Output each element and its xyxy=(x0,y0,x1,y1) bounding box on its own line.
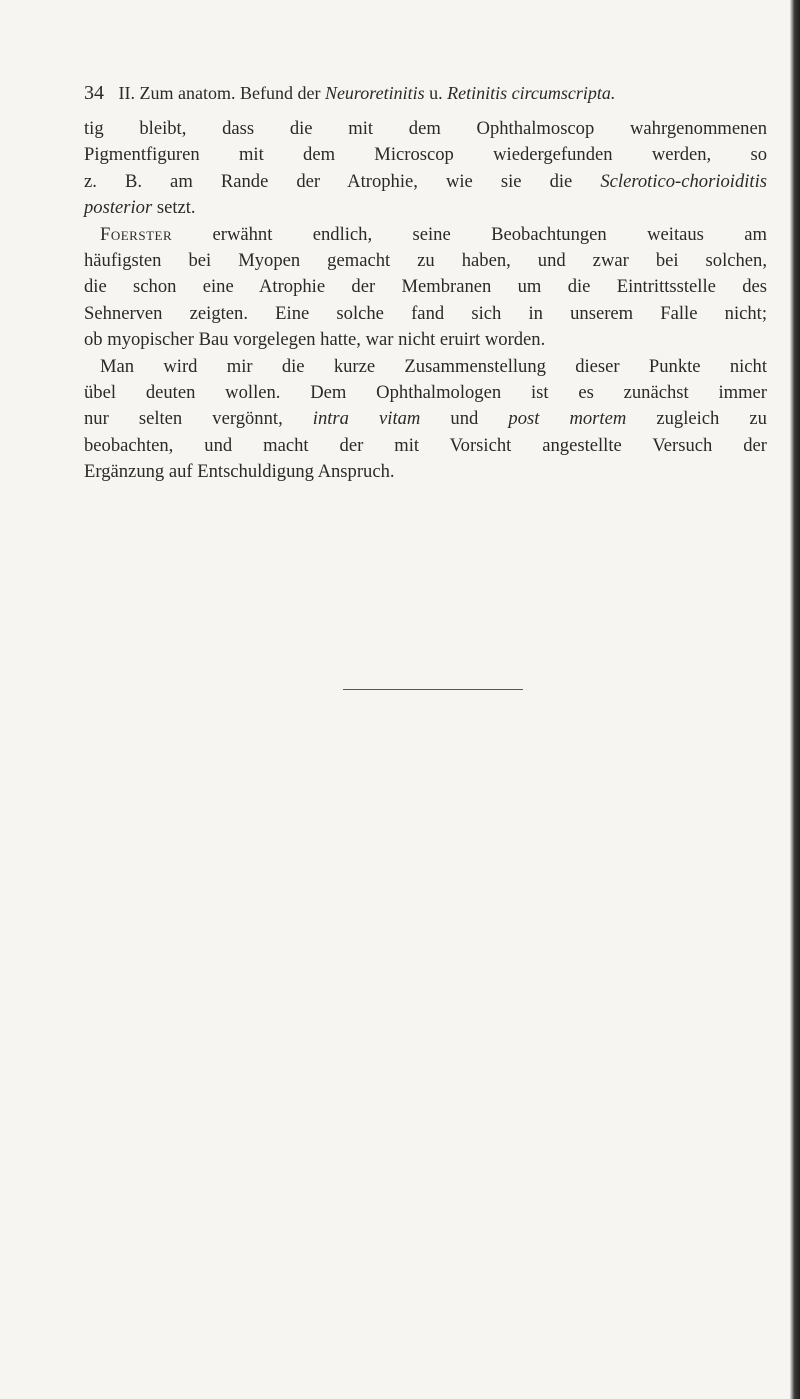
text-segment: erwähnt endlich, seine Beobachtungen weitaus am xyxy=(212,223,767,245)
section-divider xyxy=(343,689,523,690)
italic-term: post mortem xyxy=(508,408,627,430)
running-title-italic-2: Retinitis circumscripta. xyxy=(447,83,616,103)
text-segment: nur selten vergönnt, xyxy=(84,408,283,430)
italic-term: intra vitam xyxy=(312,408,421,430)
text-line xyxy=(84,222,767,248)
page-edge-shadow xyxy=(790,0,800,1399)
text-line xyxy=(84,406,767,432)
text-segment: z. B. am Rande der Atrophie, wie sie die xyxy=(84,170,573,192)
text-segment: zugleich zu xyxy=(656,408,767,430)
italic-term: posterior xyxy=(84,197,153,219)
text-line: tig bleibt, dass die mit dem Ophthalmoscop wahrgenommenen xyxy=(84,118,767,139)
text-segment: setzt. xyxy=(156,197,196,219)
text-line: beobachten, und macht der mit Vorsicht angestellte Versuch der xyxy=(84,434,767,456)
running-title-italic-1: Neuroretinitis xyxy=(324,83,425,103)
text-line: Ergänzung auf Entschuldigung Anspruch. xyxy=(84,461,395,483)
text-line xyxy=(84,195,767,221)
text-line: Sehnerven zeigten. Eine solche fand sich in unserem Falle nicht; xyxy=(84,302,767,324)
running-title-mid: u. xyxy=(429,83,443,103)
text-segment: und xyxy=(450,408,479,430)
text-line xyxy=(84,169,767,195)
text-line: Man wird mir die kurze Zusammenstellung dieser Punkte nicht xyxy=(100,355,767,377)
text-line: die schon eine Atrophie der Membranen um die Eintrittsstelle des xyxy=(84,276,767,298)
running-title-prefix: II. Zum anatom. Befund der xyxy=(118,83,321,103)
page-number: 34 xyxy=(84,82,104,104)
italic-term: Sclerotico-chorioiditis xyxy=(600,170,767,192)
author-name: Foerster xyxy=(100,223,173,245)
text-line: ob myopischer Bau vorgelegen hatte, war nicht eruirt worden. xyxy=(84,329,546,351)
text-line: Pigmentfiguren mit dem Microscop wiedergefunden werden, so xyxy=(84,144,767,166)
text-line: häufigsten bei Myopen gemacht zu haben, und zwar bei solchen, xyxy=(84,250,767,272)
text-line: übel deuten wollen. Dem Ophthalmologen ist es zunächst immer xyxy=(84,382,767,404)
body-text xyxy=(84,116,767,486)
running-header xyxy=(84,82,764,104)
